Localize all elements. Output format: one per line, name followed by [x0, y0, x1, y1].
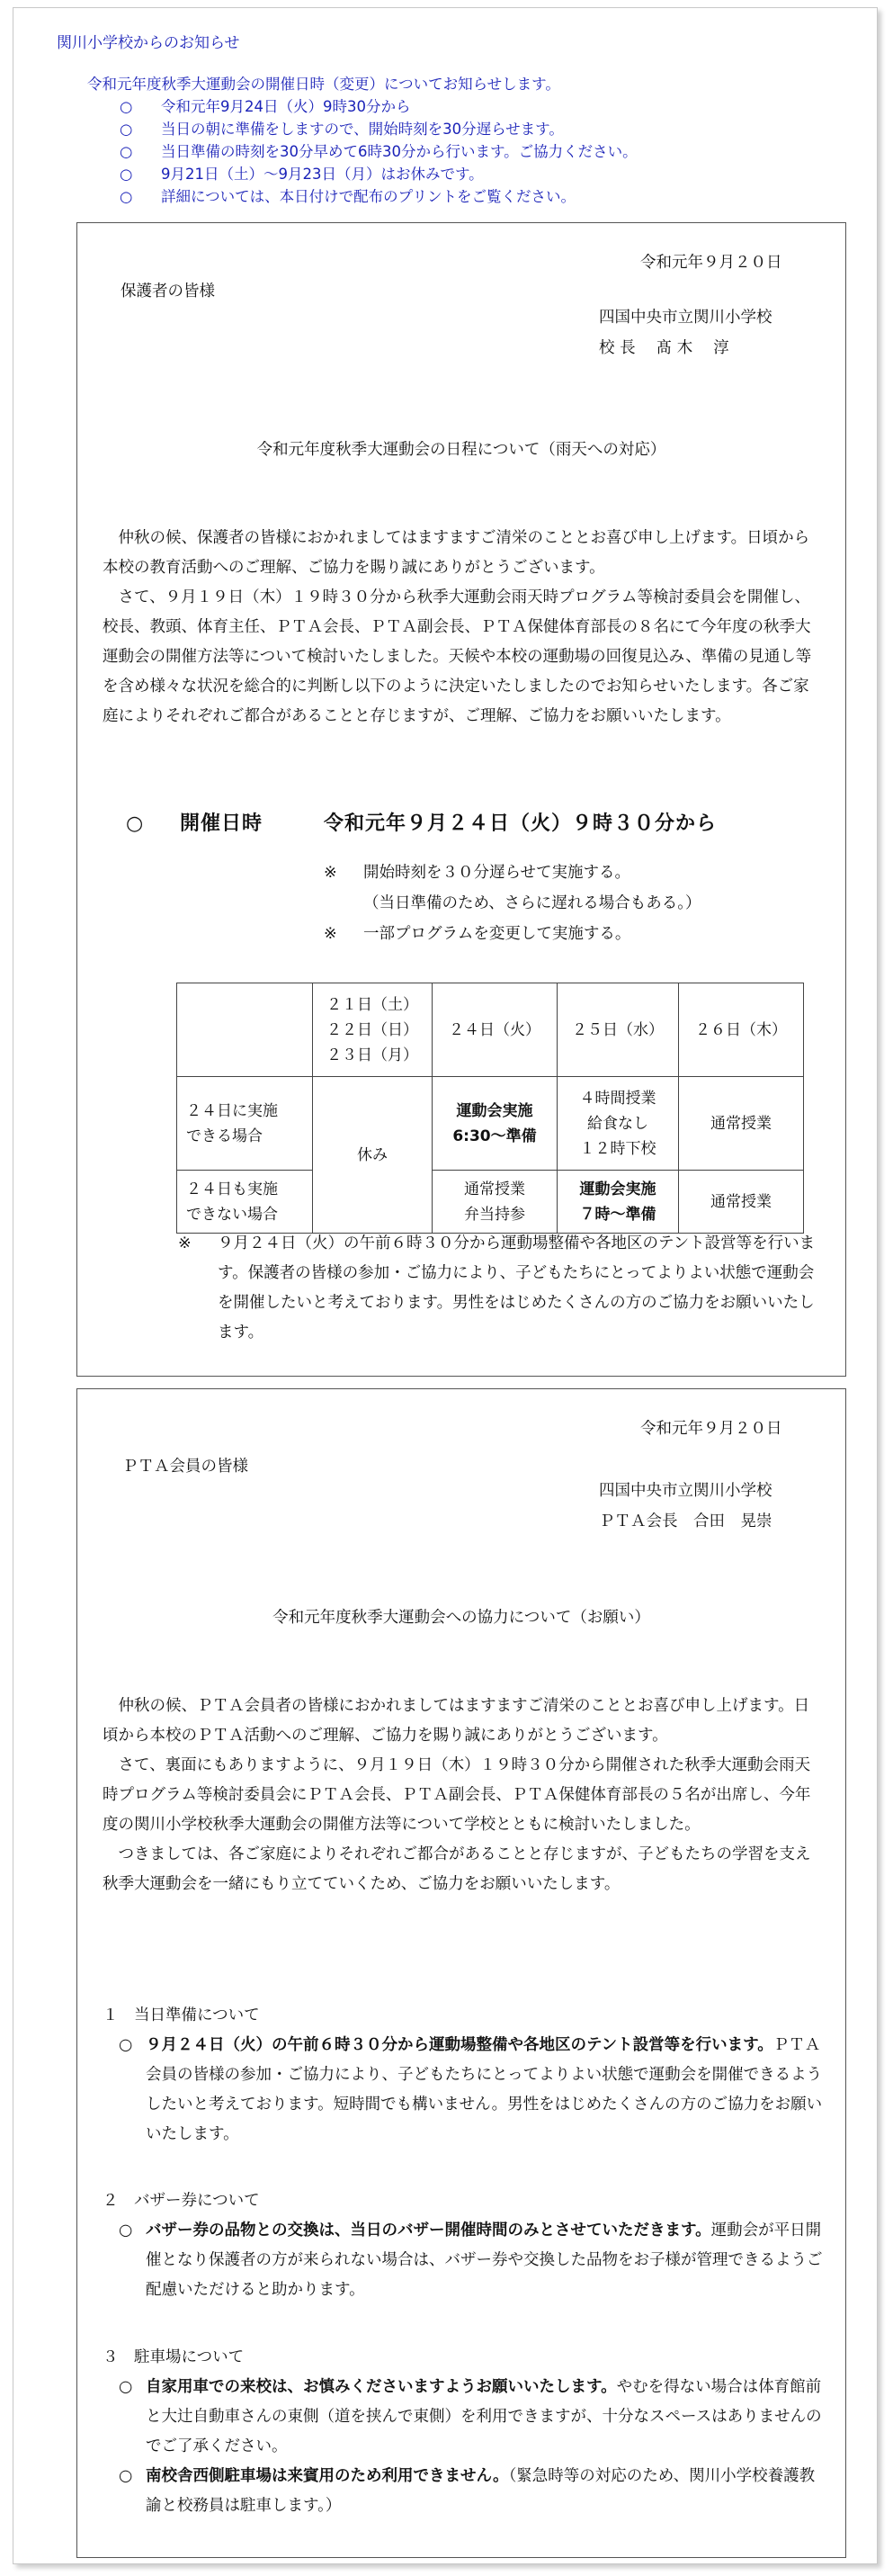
table-cell: ２４日に実施 できる場合 — [177, 1077, 313, 1171]
letter-addressee: ＰＴＡ会員の皆様 — [122, 1458, 248, 1476]
sender-org: 四国中央市立関川小学校 — [599, 309, 772, 327]
table-cell: ２６日（木） — [679, 983, 804, 1077]
page — [13, 7, 878, 2564]
letter-body — [103, 1692, 822, 1899]
event-datetime-label: 開催日時 — [180, 812, 263, 835]
table-cell: 運動会実施 ７時～準備 — [558, 1171, 679, 1234]
section-item: ○ ９月２４日（火）の午前６時３０分から運動場整備や各地区のテント設営等を行います。ＰＴＡ会員の皆様の参加・ご協力により、子どもたちにとってよりよい状態で運動会を開催できるようしたいと考えております。短時間でも構いません。男性をはじめたくさんの方のご協力をお願いいたします。 — [119, 2036, 823, 2143]
sender-name: ＰＴＡ会長 合田 晃崇 — [599, 1512, 772, 1530]
table-cell: 通常授業 — [679, 1077, 804, 1171]
table-cell: ２１日（土） ２２日（日） ２３日（月） — [313, 983, 433, 1077]
notice-list — [87, 95, 638, 208]
section-parking — [99, 2343, 826, 2521]
table-row — [177, 1077, 804, 1171]
notice-item: ○ 当日の朝に準備をしますので、開始時刻を30分遅らせます。 — [120, 118, 638, 140]
table-row — [177, 983, 804, 1077]
letter-body — [103, 524, 822, 732]
section-heading: ２ バザー券について — [103, 2192, 260, 2210]
footnote — [178, 1229, 821, 1348]
sender-name: 校 長 髙 木 淳 — [599, 339, 729, 357]
event-datetime-value: 令和元年９月２４日（火）９時３０分から — [324, 812, 718, 835]
footnote-mark: ※ — [178, 1234, 192, 1252]
table-cell-rest: 休み — [313, 1077, 433, 1234]
footnote-text: ９月２４日（火）の午前６時３０分から運動場整備や各地区のテント設営等を行います。保護者の皆様の参加・ご協力により、子どもたちにとってよりよい状態で運動会を開催したいと考えております。男性をはじめたくさんの方のご協力をお願いいたします。 — [218, 1234, 816, 1342]
notice-title: 関川小学校からのお知らせ — [57, 34, 240, 52]
event-notes — [324, 857, 701, 949]
event-note: （当日準備のため、さらに遅れる場合もある。） — [363, 894, 701, 912]
section-preparation — [99, 2001, 826, 2150]
event-note: ※ 一部プログラムを変更して実施する。 — [324, 925, 631, 943]
table-cell: 通常授業 — [679, 1171, 804, 1234]
event-datetime-heading — [126, 808, 717, 836]
table-row — [177, 1171, 804, 1234]
table-cell: ４時間授業 給食なし １２時下校 — [558, 1077, 679, 1171]
section-heading: ３ 駐車場について — [103, 2348, 245, 2366]
notice-item: ○ 当日準備の時刻を30分早めて6時30分から行います。ご協力ください。 — [120, 140, 638, 163]
table-cell: 通常授業 弁当持参 — [433, 1171, 558, 1234]
letter-sender — [599, 1476, 772, 1537]
letter-addressee: 保護者の皆様 — [121, 283, 215, 301]
notice-item: ○ 令和元年9月24日（火）9時30分から — [120, 95, 638, 118]
notice-item: ○ 9月21日（土）～9月23日（月）はお休みです。 — [120, 163, 638, 185]
letter-paragraph: さて、裏面にもありますように、９月１９日（木）１９時３０分から開催された秋季大運動会雨天時プログラム等検討委員会にＰＴＡ会長、ＰＴＡ副会長、ＰＴＡ保健体育部長の５名が出席し、今年度の関川小学校秋季大運動会の開催方法等について学校とともに検討いたしました。 — [103, 1756, 811, 1834]
letter-date: 令和元年９月２０日 — [640, 1420, 782, 1438]
table-cell-empty — [177, 983, 313, 1077]
letter-paragraph: さて、９月１９日（木）１９時３０分から秋季大運動会雨天時プログラム等検討委員会を開催し、校長、教頭、体育主任、ＰＴＡ会長、ＰＴＡ副会長、ＰＴＡ保健体育部長の８名にて今年度の秋季大運動会の開催方法等について検討いたしました。天候や本校の運動場の回復見込み、準備の見通し等を含め様々な状況を総合的に判断し以下のように決定いたしましたのでお知らせいたします。各ご家庭によりそれぞれご都合があることと存じますが、ご理解、ご協力をお願いいたします。 — [103, 588, 812, 725]
section-item: ○ 南校舎西側駐車場は来賓用のため利用できません。（緊急時等の対応のため、関川小学校養護教諭と校務員は駐車します。） — [119, 2467, 816, 2515]
table-cell: 運動会実施 6:30～準備 — [433, 1077, 558, 1171]
letter-sender — [599, 302, 772, 364]
letter-title: 令和元年度秋季大運動会の日程について（雨天への対応） — [256, 441, 666, 459]
letter-date: 令和元年９月２０日 — [640, 254, 782, 272]
section-heading: １ 当日準備について — [103, 2006, 260, 2024]
table-cell: ２５日（水） — [558, 983, 679, 1077]
section-item: ○ バザー券の品物との交換は、当日のバザー開催時間のみとさせていただきます。運動会が平日開催となり保護者の方が来られない場合は、バザー券や交換した品物をお子様が管理できるようご配慮いただけると助かります。 — [119, 2221, 823, 2299]
notice-block — [87, 73, 638, 208]
letter-parents — [76, 222, 846, 1377]
letter-paragraph: 仲秋の候、ＰＴＡ会員者の皆様におかれましてはますますご清栄のこととお喜び申し上げます。日頃から本校のＰＴＡ活動へのご理解、ご協力を賜り誠にありがとうございます。 — [103, 1697, 810, 1745]
letter-title: 令和元年度秋季大運動会への協力について（お願い） — [272, 1609, 650, 1627]
letter-paragraph: 仲秋の候、保護者の皆様におかれましてはますますご清栄のこととお喜び申し上げます。日頃から本校の教育活動へのご理解、ご協力を賜り誠にありがとうございます。 — [103, 529, 810, 577]
letter-paragraph: つきましては、各ご家庭によりそれぞれご都合があることと存じますが、子どもたちの学習を支え秋季大運動会を一緒にもり立てていくため、ご協力をお願いいたします。 — [103, 1845, 811, 1893]
notice-item: ○ 詳細については、本日付けで配布のプリントをご覧ください。 — [120, 185, 638, 208]
schedule-table — [176, 983, 804, 1234]
sender-org: 四国中央市立関川小学校 — [599, 1482, 772, 1500]
notice-intro: 令和元年度秋季大運動会の開催日時（変更）についてお知らせします。 — [87, 76, 560, 93]
circle-mark: ○ — [126, 812, 145, 835]
event-note: ※ 開始時刻を３０分遅らせて実施する。 — [324, 864, 630, 882]
table-cell: ２４日（火） — [433, 983, 558, 1077]
table-cell: ２４日も実施 できない場合 — [177, 1171, 313, 1234]
section-item: ○ 自家用車での来校は、お慎みくださいますようお願いいたします。やむを得ない場合は体育館前と大辻自動車さんの東側（道を挟んで東側）を利用できますが、十分なスペースはありませんのでご了承ください。 — [119, 2378, 822, 2455]
section-bazaar — [99, 2186, 826, 2305]
letter-pta — [76, 1388, 846, 2558]
